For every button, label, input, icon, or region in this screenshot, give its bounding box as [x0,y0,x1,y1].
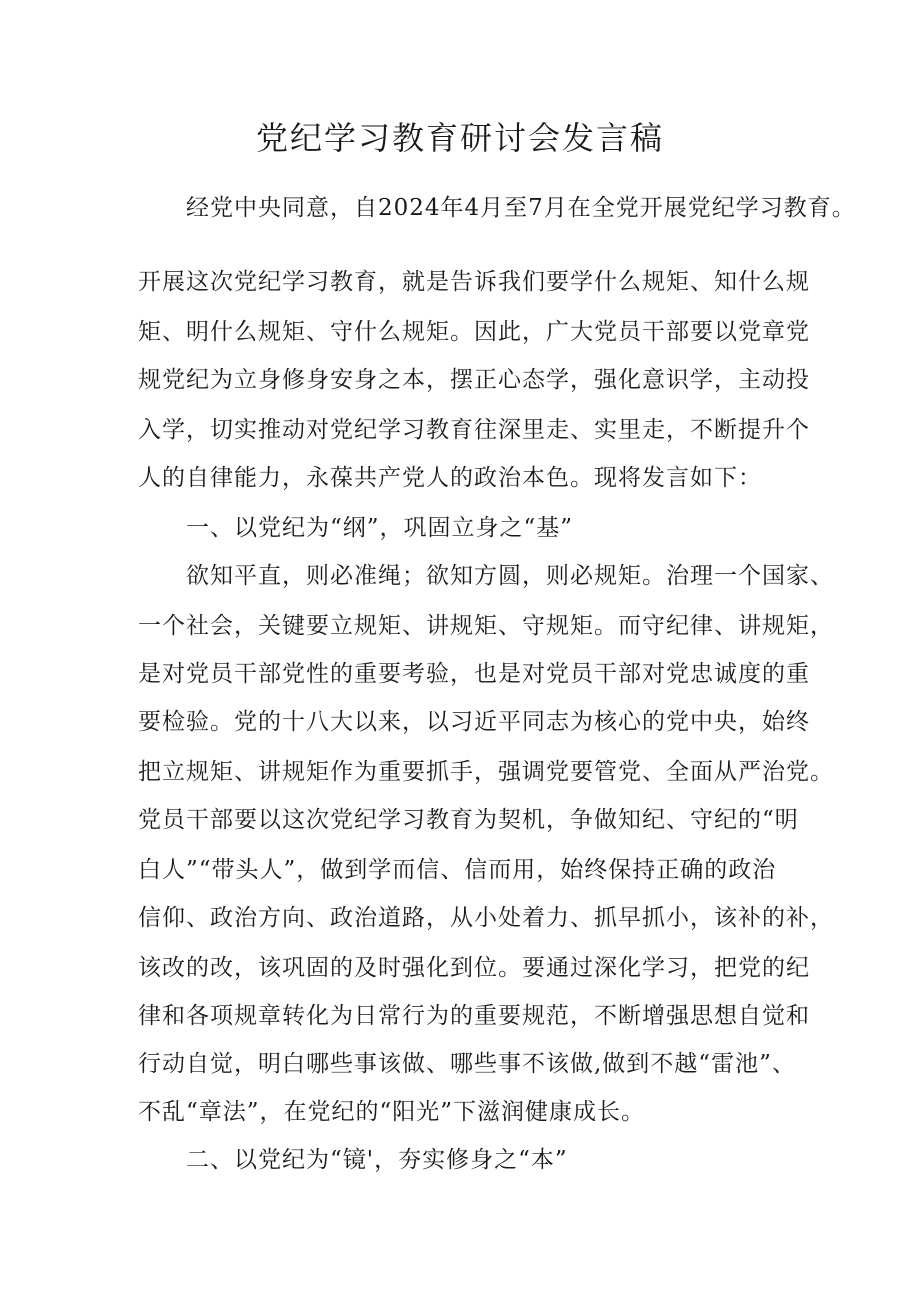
paragraph-line: 白人”“带头人”，做到学而信、信而用，始终保持正确的政治 [138,857,777,883]
paragraph-line: 要检验。党的十八大以来，以习近平同志为核心的党中央，始终 [138,709,810,735]
paragraph-line: 矩、明什么规矩、守什么规矩。因此，广大党员干部要以党章党 [138,319,810,345]
paragraph-line: 把立规矩、讲规矩作为重要抓手，强调党要管党、全面从严治党。 [138,759,834,785]
section-heading-2: 二、以党纪为“镜'，夯实修身之“本” [186,1147,568,1173]
paragraph-line: 该改的改，该巩固的及时强化到位。要通过深化学习，把党的纪 [138,955,810,981]
document-title: 党纪学习教育研讨会发言稿 [255,119,664,157]
paragraph-line: 经党中央同意，自2024年4月至7月在全党开展党纪学习教育。 [186,195,856,221]
paragraph-line: 欲知平直，则必准绳；欲知方圆，则必规矩。治理一个国家、 [186,563,834,589]
paragraph-line: 人的自律能力，永葆共产党人的政治本色。现将发言如下： [138,465,762,491]
paragraph-line: 信仰、政治方向、政治道路，从小处着力、抓早抓小，该补的补， [138,905,834,931]
paragraph-line: 入学，切实推动对党纪学习教育往深里走、实里走，不断提升个 [138,417,810,443]
paragraph-line: 不乱“章法”，在党纪的“阳光”下滋润健康成长。 [138,1099,646,1125]
paragraph-line: 规党纪为立身修身安身之本，摆正心态学，强化意识学，主动投 [138,367,810,393]
paragraph-line: 一个社会，关键要立规矩、讲规矩、守规矩。而守纪律、讲规矩， [138,613,834,639]
paragraph-line: 律和各项规章转化为日常行为的重要规范，不断增强思想自觉和 [138,1003,810,1029]
paragraph-line: 行动自觉，明白哪些事该做、哪些事不该做,做到不越“雷池”、 [138,1051,796,1077]
paragraph-line: 党员干部要以这次党纪学习教育为契机，争做知纪、守纪的“明 [138,807,799,833]
section-heading-1: 一、以党纪为“纲”，巩固立身之“基” [186,515,574,541]
paragraph-line: 是对党员干部党性的重要考验，也是对党员干部对党忠诚度的重 [138,661,810,687]
paragraph-line: 开展这次党纪学习教育，就是告诉我们要学什么规矩、知什么规 [138,269,810,295]
